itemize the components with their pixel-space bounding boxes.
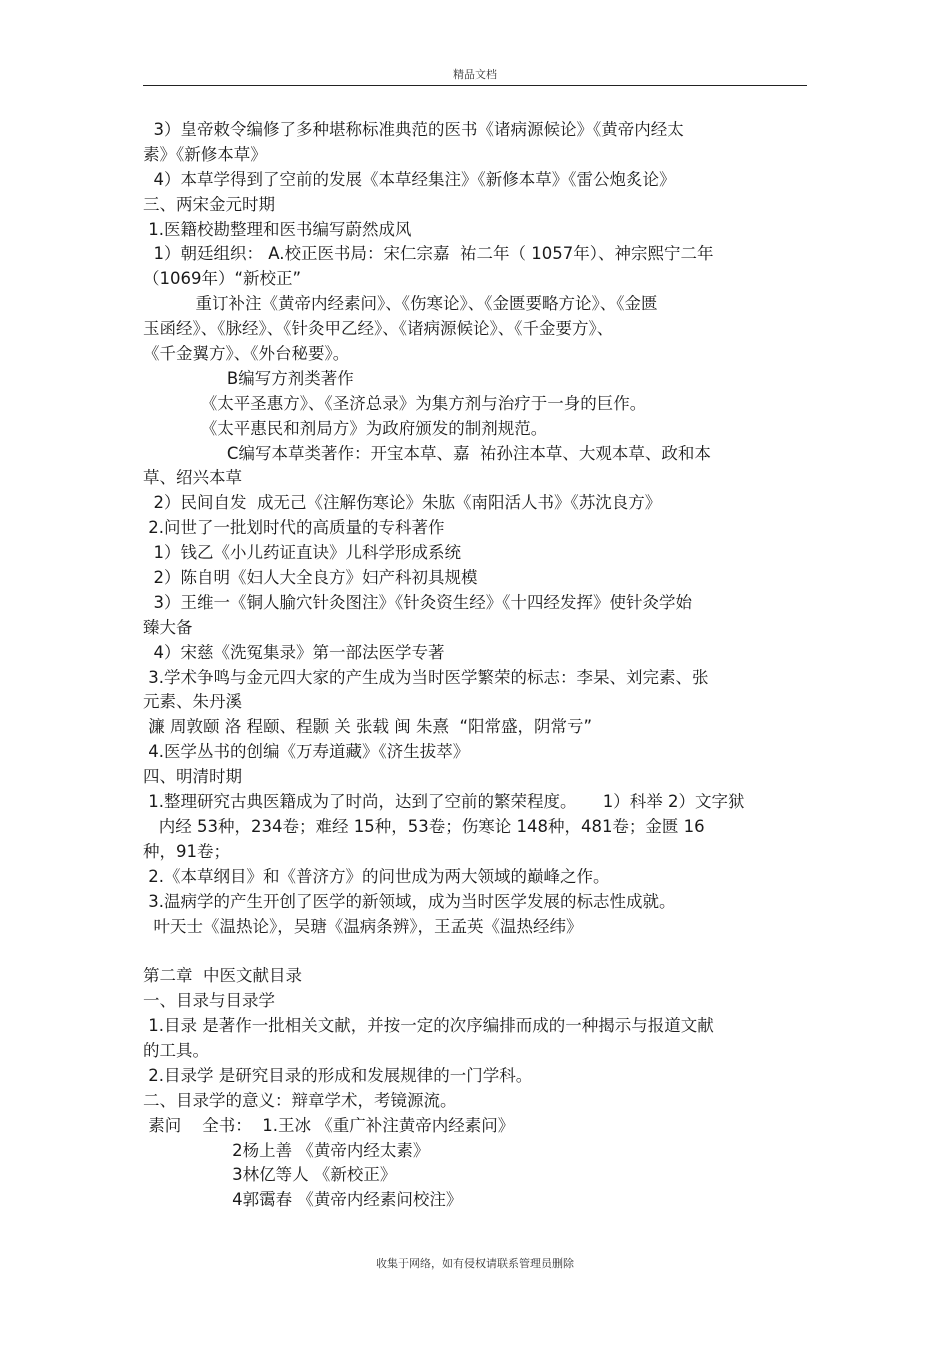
text-line: 元素、朱丹溪 [143,692,242,712]
text-line: 2）民间自发 成无己《注解伤寒论》朱肱《南阳活人书》《苏沈良方》 [143,493,662,513]
text-line: 2.目录学 是研究目录的形成和发展规律的一门学科。 [143,1065,533,1085]
text-line: 濂 周敦颐 洛 程颐、程颢 关 张载 闽 朱熹 “阳常盛，阴常亏” [143,717,593,737]
text-line: 2）陈自明《妇人大全良方》妇产科初具规模 [143,568,478,588]
text-line: 重订补注《黄帝内经素问》、《伤寒论》、《金匮要略方论》、《金匮 [143,294,658,314]
text-line: 种，91卷； [143,841,230,861]
page-footer: 收集于网络，如有侵权请联系管理员删除 [376,1257,574,1270]
header-rule [143,85,807,86]
text-line: 1.医籍校勘整理和医书编写蔚然成风 [143,219,412,239]
text-line: 3.学术争鸣与金元四大家的产生成为当时医学繁荣的标志：李杲、刘完素、张 [143,667,709,687]
document-body [143,118,807,1213]
text-line: 4）本草学得到了空前的发展《本草经集注》《新修本草》《雷公炮炙论》 [143,169,676,189]
text-line: 2杨上善 《黄帝内经太素》 [143,1140,430,1160]
text-line: 《千金翼方》、《外台秘要》。 [143,344,350,364]
text-line: 素》《新修本草》 [143,144,267,164]
text-line: 三、两宋金元时期 [143,194,275,214]
text-line: 一、目录与目录学 [143,991,275,1011]
text-line: 1.整理研究古典医籍成为了时尚，达到了空前的繁荣程度。 1）科举 2）文字狱 [143,792,745,812]
text-line: 臻大备 [143,617,193,637]
text-line: 《太平惠民和剂局方》为政府颁发的制剂规范。 [143,418,548,438]
text-line: 的工具。 [143,1040,209,1060]
page-header: 精品文档 [453,68,497,81]
text-line: 草、绍兴本草 [143,468,242,488]
text-line: 二、目录学的意义：辩章学术，考镜源流。 [143,1090,457,1110]
text-line: 4郭霭春 《黄帝内经素问校注》 [143,1190,463,1210]
text-line [143,939,807,964]
text-line: 素问 全书： 1.王冰 《重广补注黄帝内经素问》 [143,1115,515,1135]
text-line: 内经 53种，234卷；难经 15种，53卷；伤寒论 148种，481卷；金匮 16 [143,816,705,836]
text-line: 《太平圣惠方》、《圣济总录》为集方剂与治疗于一身的巨作。 [143,393,647,413]
text-line: 3）皇帝敕令编修了多种堪称标准典范的医书《诸病源候论》《黄帝内经太 [143,120,684,139]
text-line: 第二章 中医文献目录 [143,966,302,986]
text-line: B编写方剂类著作 [143,368,354,388]
text-line: 3林亿等人 《新校正》 [143,1165,397,1185]
text-line: 3.温病学的产生开创了医学的新领域，成为当时医学发展的标志性成就。 [143,891,676,911]
text-line: 1.目录 是著作一批相关文献，并按一定的次序编排而成的一种揭示与报道文献 [143,1016,714,1036]
text-line: 2.《本草纲目》和《普济方》的问世成为两大领域的巅峰之作。 [143,866,610,886]
text-line: 4.医学丛书的创编《万寿道藏》《济生拔萃》 [143,742,470,762]
text-line: 1）钱乙《小儿药证直诀》儿科学形成系统 [143,543,461,563]
text-line: 2.问世了一批划时代的高质量的专科著作 [143,518,445,538]
text-line: 3）王维一《铜人腧穴针灸图注》《针灸资生经》《十四经发挥》使针灸学始 [143,592,692,612]
text-line: （1069年）“新校正” [143,269,302,289]
text-line: 1）朝廷组织： A.校正医书局：宋仁宗嘉 祐二年（ 1057年）、神宗熙宁二年 [143,244,714,264]
text-line: C编写本草类著作：开宝本草、嘉 祐孙注本草、大观本草、政和本 [143,443,711,463]
text-line: 叶天士《温热论》，吴瑭《温病条辨》，王孟英《温热经纬》 [143,916,583,936]
text-line: 玉函经》、《脉经》、《针灸甲乙经》、《诸病源候论》、《千金要方》、 [143,319,614,339]
text-line: 4）宋慈《洗冤集录》第一部法医学专著 [143,642,445,662]
text-line: 四、明清时期 [143,767,242,787]
